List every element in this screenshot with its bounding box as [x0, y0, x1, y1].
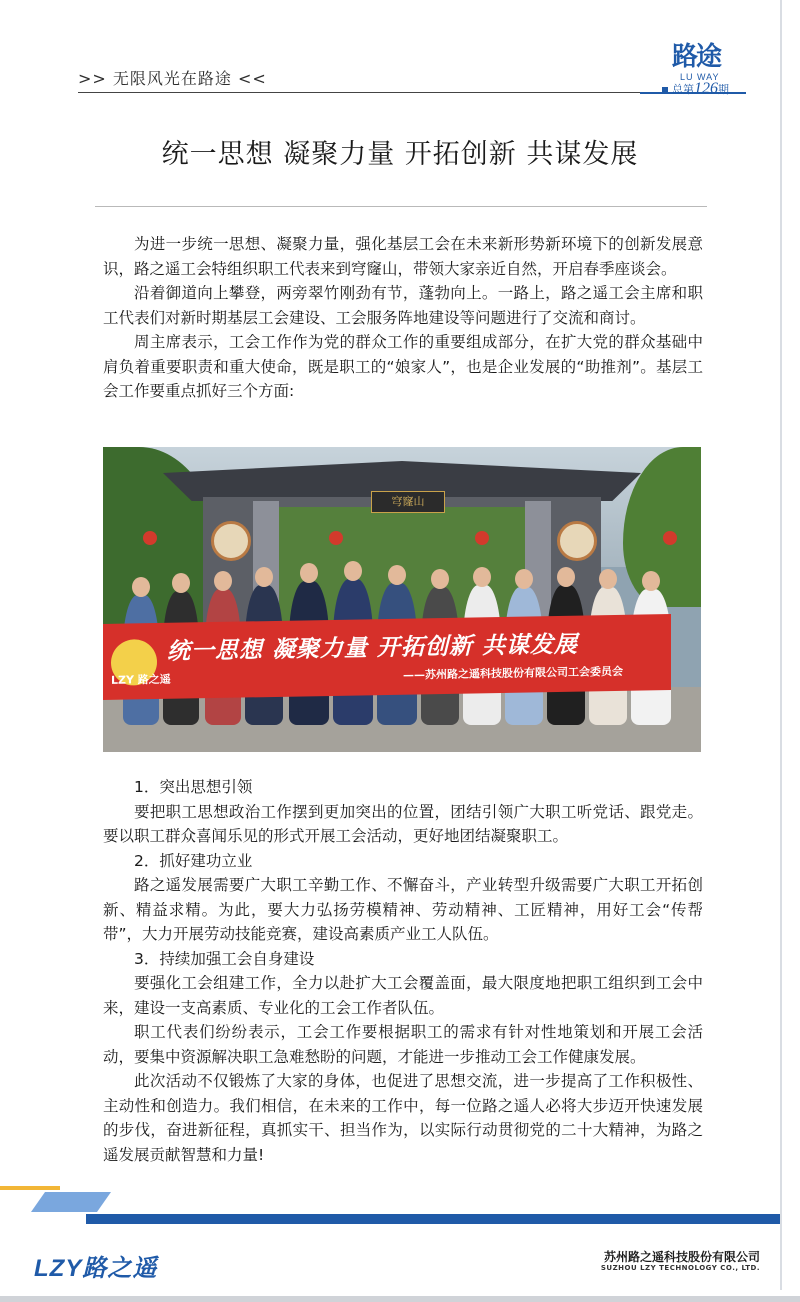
- gate-sign: [371, 491, 445, 513]
- section-heading: 1．突出思想引领: [134, 778, 253, 796]
- magazine-logo-cn: 路途: [672, 42, 721, 72]
- fu-medallion-icon: [211, 521, 251, 561]
- group-photo: [103, 447, 701, 752]
- issue-prefix: 总第: [672, 83, 694, 96]
- header-slogan: >> 无限风光在路途 <<: [78, 69, 267, 88]
- footer-stripe-lightblue: [31, 1192, 111, 1212]
- article-intro: [103, 232, 703, 404]
- paragraph: 周主席表示，工会工作作为党的群众工作的重要组成部分，在扩大党的群众基础中肩负着重要职责和重大使命，既是职工的“娘家人”，也是企业发展的“助推剂”。基层工会工作要重点抓好三个方面:: [103, 333, 703, 400]
- banner-slogan: 统一思想 凝聚力量 开拓创新 共谋发展: [167, 631, 579, 665]
- magazine-logo-en: LU WAY: [680, 72, 720, 82]
- lantern-icon: [475, 531, 489, 545]
- title-divider: [95, 206, 707, 207]
- paragraph: 为进一步统一思想、凝聚力量，强化基层工会在未来新形势新环境下的创新发展意识，路之遥工会特组织职工代表来到穹窿山，带领大家亲近自然，开启春季座谈会。: [103, 235, 703, 278]
- paragraph: 路之遥发展需要广大职工辛勤工作、不懈奋斗，产业转型升级需要广大职工开拓创新、精益求精。为此，要大力弘扬劳模精神、劳动精神、工匠精神，用好工会“传帮带”，大力开展劳动技能竞赛，建设高素质产业工人队伍。: [103, 876, 703, 943]
- gate-sign-text: 穹窿山: [391, 495, 425, 508]
- square-bullet-icon: [662, 87, 668, 93]
- section-heading: 2．抓好建功立业: [134, 851, 253, 870]
- company-name-en: SUZHOU LZY TECHNOLOGY CO., LTD.: [600, 1264, 760, 1272]
- paragraph: 职工代表们纷纷表示，工会工作要根据职工的需求有针对性地策划和开展工会活动，要集中资源解决职工急难愁盼的问题，才能进一步推动工会工作健康发展。: [103, 1023, 703, 1066]
- fu-medallion-icon: [557, 521, 597, 561]
- article-body: [103, 775, 703, 1167]
- footer-stripe-yellow: [0, 1186, 60, 1190]
- section-heading: 3．持续加强工会自身建设: [134, 949, 315, 968]
- footer-bar: [86, 1214, 780, 1224]
- issue-value: 126: [694, 80, 718, 97]
- paragraph: 此次活动不仅锻炼了大家的身体，也促进了思想交流，进一步提高了工作积极性、主动性和创造力。我们相信，在未来的工作中，每一位路之遥人必将大步迈开快速发展的步伐，奋进新征程，真抓实干、担当作为，以实际行动贯彻党的二十大精神，为路之遥发展贡献智慧和力量!: [103, 1072, 703, 1164]
- red-banner: [103, 614, 671, 700]
- paragraph: 要强化工会组建工作，全力以赴扩大工会覆盖面，最大限度地把职工组织到工会中来，建设一支高素质、专业化的工会工作者队伍。: [103, 974, 703, 1017]
- company-name-cn: 苏州路之遥科技股份有限公司: [603, 1250, 760, 1264]
- issue-number: [662, 80, 729, 98]
- magazine-logo: [672, 36, 748, 86]
- article-title: 统一思想 凝聚力量 开拓创新 共谋发展: [161, 139, 639, 170]
- paragraph: 沿着御道向上攀登，两旁翠竹刚劲有节，蓬勃向上。一路上，路之遥工会主席和职工代表们对新时期基层工会建设、工会服务阵地建设等问题进行了交流和商讨。: [103, 284, 703, 327]
- issue-suffix: 期: [718, 83, 729, 96]
- right-edge-rule: [780, 0, 782, 1290]
- lantern-icon: [143, 531, 157, 545]
- paragraph: 要把职工思想政治工作摆到更加突出的位置，团结引领广大职工听党话、跟党走。要以职工群众喜闻乐见的形式开展工会活动，更好地团结凝聚职工。: [103, 802, 703, 845]
- company-logo: LZY路之遥: [34, 1255, 158, 1282]
- banner-logo-text: LZY 路之遥: [111, 672, 171, 687]
- banner-organization: ——苏州路之遥科技股份有限公司工会委员会: [403, 664, 623, 682]
- bottom-edge-rule: [0, 1296, 800, 1302]
- lantern-icon: [663, 531, 677, 545]
- lantern-icon: [329, 531, 343, 545]
